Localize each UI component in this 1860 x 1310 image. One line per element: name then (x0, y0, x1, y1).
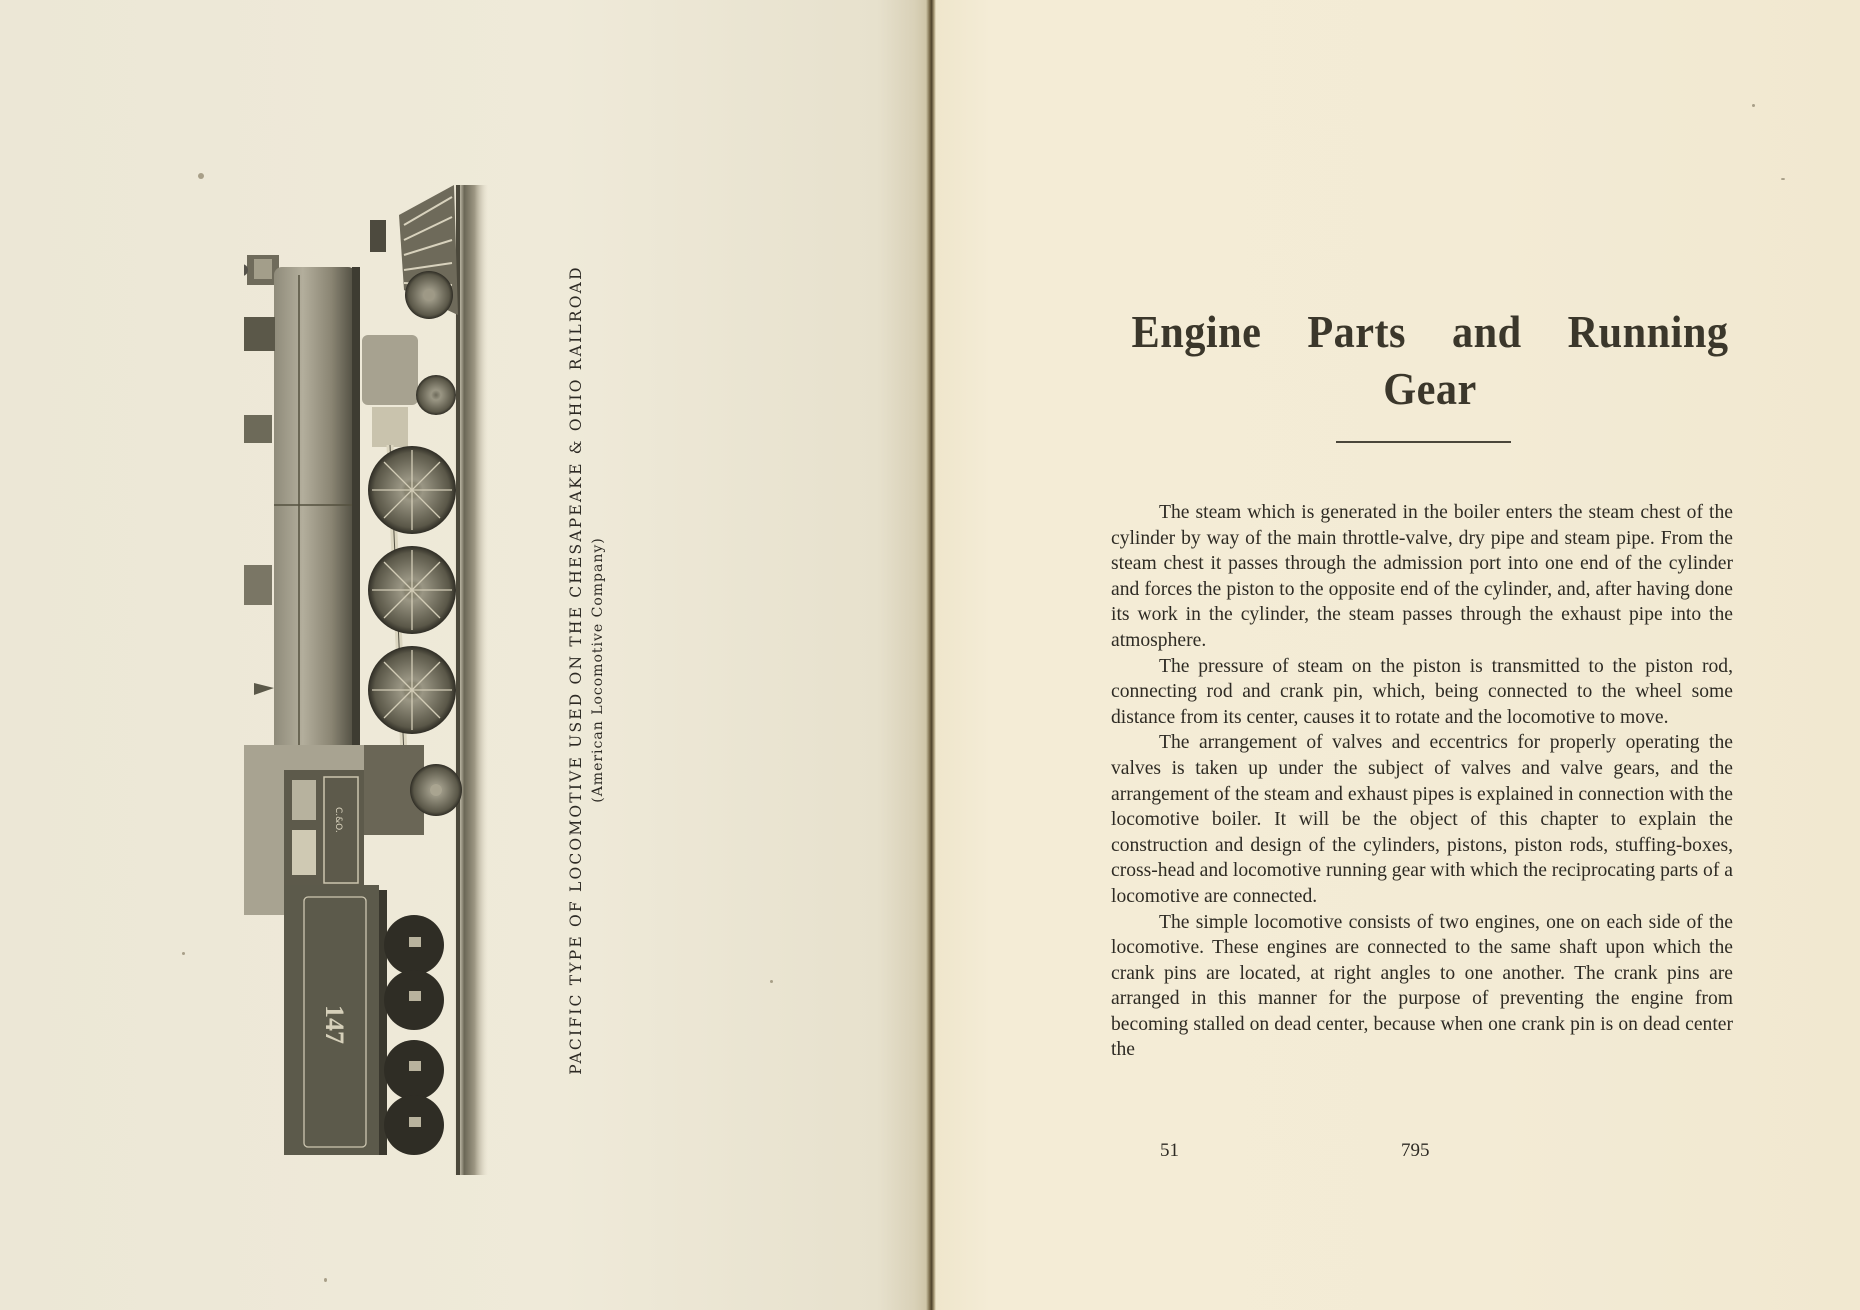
chapter-body (1111, 500, 1733, 1063)
chapter-title-line-1: Engine Parts and Running (1131, 305, 1729, 357)
chapter-title-line-2: Gear (1383, 362, 1477, 414)
paper-speck (1781, 178, 1785, 180)
paper-speck (1752, 104, 1755, 107)
page-number-right: 795 (1401, 1140, 1430, 1161)
locomotive-illustration (244, 185, 504, 1175)
paper-speck (182, 952, 185, 955)
paragraph: The pressure of steam on the piston is transmitted to the piston rod, connecting rod and crank pin, which, being connected to the wheel some distance from its center, causes it to rotate and the locomotive to move. (1111, 655, 1733, 728)
paper-speck (770, 980, 773, 983)
paragraph: The simple locomotive consists of two engines, one on each side of the locomotive. These engines are connected to the same shaft upon which the crank pins are located, at right angles to one another. The crank pins are arranged in this manner for the purpose of preventing the engine from becoming stalled on dead center, because when one crank pin is on dead center the (1111, 911, 1733, 1061)
book-gutter (926, 0, 936, 1310)
title-divider (1336, 441, 1511, 443)
paper-speck (198, 173, 204, 179)
paper-speck (324, 1278, 327, 1282)
locomotive-icon (244, 185, 504, 1175)
paragraph: The arrangement of valves and eccentrics for properly operating the valves is taken up under the subject of valves and valve gears, and the arrangement of the steam and exhaust pipes is explained in connection with the locomotive boiler. It will be the object of this chapter to explain the construction and design of the cylinders, pistons, piston rods, stuffing-boxes, cross-head and locomotive running gear with which the reciprocating parts of a locomotive are connected. (1111, 732, 1733, 907)
page-number-left: 51 (1160, 1140, 1179, 1161)
caption-credit: (American Locomotive Company) (590, 537, 606, 803)
svg-text:147: 147 (320, 1005, 349, 1044)
svg-text:C.&O.: C.&O. (333, 807, 343, 833)
paragraph: The steam which is generated in the boiler enters the steam chest of the cylinder by way of the main throttle-valve, dry pipe and steam pipe. From the steam chest it passes through the admission port into one end of the cylinder and forces the piston to the opposite end of the cylinder, and, after having done its work in the cylinder, the steam passes through the exhaust pipe into the atmosphere. (1111, 502, 1733, 651)
chapter-title (1100, 303, 1760, 417)
plate-caption (565, 260, 609, 1080)
caption-title: PACIFIC TYPE OF LOCOMOTIVE USED ON THE CHESAPEAKE & OHIO RAILROAD (567, 265, 585, 1075)
